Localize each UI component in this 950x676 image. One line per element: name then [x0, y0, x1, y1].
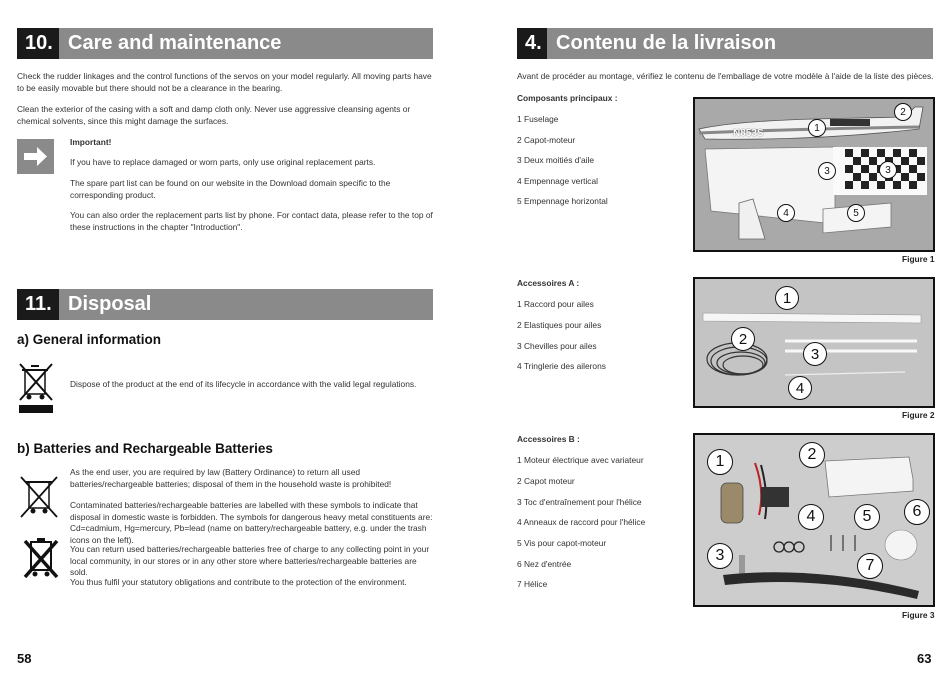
paragraph: You can also order the replacement parts list by phone. For contact data, please refer to the top of these instructions in the chapter "Introduction". — [70, 210, 433, 232]
list-item: 2 Capot-moteur — [517, 135, 576, 145]
callout-2: 2 — [894, 103, 912, 121]
list-item: 7 Hélice — [517, 579, 548, 589]
paragraph: The spare part list can be found on our website in the Download domain specific to the corresponding product. — [70, 178, 391, 200]
callout-1: 1 — [808, 119, 826, 137]
list-item: 4 Tringlerie des ailerons — [517, 361, 606, 371]
figure-2-caption: Figure 2 — [902, 410, 935, 420]
section-number: 11. — [17, 289, 59, 320]
section-10-header — [17, 28, 433, 59]
list-item: 3 Toc d'entraînement pour l'hélice — [517, 497, 642, 507]
callout-2: 2 — [799, 442, 825, 468]
main-components-heading: Composants principaux : — [517, 93, 618, 103]
callout-3: 3 — [879, 161, 897, 179]
paragraph: If you have to replace damaged or worn parts, only use original replacement parts. — [70, 157, 376, 167]
callout-3: 3 — [803, 342, 827, 366]
accessories-b-heading: Accessoires B : — [517, 434, 580, 444]
callout-4: 4 — [788, 376, 812, 400]
figure-1-image — [693, 97, 935, 252]
callout-1: 1 — [775, 286, 799, 310]
figure-3-caption: Figure 3 — [902, 610, 935, 620]
list-item: 1 Fuselage — [517, 114, 559, 124]
crossed-bin-icon — [17, 362, 55, 414]
paragraph: Check the rudder linkages and the control functions of the servos on your model regularly. All moving parts have to be easily movable but there should not be a clearance in the bearing. — [17, 71, 432, 93]
registration-text: N853S — [733, 128, 764, 139]
figure-2-image — [693, 277, 935, 408]
list-item: 3 Chevilles pour ailes — [517, 341, 597, 351]
subheading-batteries: b) Batteries and Rechargeable Batteries — [17, 441, 273, 456]
arrow-right-icon — [17, 139, 54, 174]
section-title: Disposal — [59, 289, 433, 320]
list-item: 4 Anneaux de raccord pour l'hélice — [517, 517, 646, 527]
paragraph: Contaminated batteries/rechargeable batteries are labelled with these symbols to indicate that disposal in domestic waste is forbidden. The symbols for dangerous heavy metal constituents are: Cd=cadmium, Hg=mercury, Pb=lead (name on battery/rechargeable battery, e.g. under the trash icons on the left). — [70, 500, 433, 545]
list-item: 4 Empennage vertical — [517, 176, 599, 186]
callout-5: 5 — [854, 504, 880, 530]
callout-1: 1 — [707, 449, 733, 475]
section-title: Care and maintenance — [59, 28, 433, 59]
paragraph: Clean the exterior of the casing with a soft and damp cloth only. Never use aggressive cleansing agents or chemical solvents, since this might damage the surfaces. — [17, 104, 411, 126]
crossed-bin-icon — [17, 474, 61, 520]
section-11-header — [17, 289, 433, 320]
list-item: 5 Vis pour capot-moteur — [517, 538, 607, 548]
list-item: 3 Deux moitiés d'aile — [517, 155, 595, 165]
callout-4: 4 — [777, 204, 795, 222]
paragraph: You can return used batteries/rechargeable batteries free of charge to any collecting point in your local community, in our stores or in any other store where batteries/rechargeable batteries are sold. — [70, 544, 430, 577]
paragraph: As the end user, you are required by law (Battery Ordinance) to return all used batteries/rechargeable batteries; disposal of them in the household waste is prohibited! — [70, 467, 392, 489]
section-4-header — [517, 28, 933, 59]
section-title: Contenu de la livraison — [547, 28, 933, 59]
callout-5: 5 — [847, 204, 865, 222]
list-item: 1 Moteur électrique avec variateur — [517, 455, 644, 465]
list-item: 2 Capot moteur — [517, 476, 575, 486]
figure-1-caption: Figure 1 — [902, 254, 935, 264]
callout-3: 3 — [707, 543, 733, 569]
accessories-a-heading: Accessoires A : — [517, 278, 580, 288]
paragraph: Dispose of the product at the end of its lifecycle in accordance with the valid legal regulations. — [70, 379, 417, 389]
list-item: 5 Empennage horizontal — [517, 196, 608, 206]
paragraph: You thus fulfil your statutory obligations and contribute to the protection of the environment. — [70, 577, 407, 587]
list-item: 1 Raccord pour ailes — [517, 299, 594, 309]
intro-text: Avant de procéder au montage, vérifiez le contenu de l'emballage de votre modèle à l'aide de la liste des pièces. — [517, 71, 934, 81]
section-number: 4. — [517, 28, 547, 59]
list-item: 2 Elastiques pour ailes — [517, 320, 602, 330]
callout-2: 2 — [731, 327, 755, 351]
callout-7: 7 — [857, 553, 883, 579]
list-item: 6 Nez d'entrée — [517, 559, 572, 569]
page-number: 58 — [17, 651, 32, 666]
figure-3-image — [693, 433, 935, 607]
page-number: 63 — [917, 651, 932, 666]
callout-6: 6 — [904, 499, 930, 525]
crossed-battery-bin-icon — [22, 537, 60, 581]
subheading-general-information: a) General information — [17, 332, 162, 347]
important-label: Important! — [70, 137, 112, 147]
callout-3: 3 — [818, 162, 836, 180]
section-number: 10. — [17, 28, 59, 59]
callout-4: 4 — [798, 504, 824, 530]
